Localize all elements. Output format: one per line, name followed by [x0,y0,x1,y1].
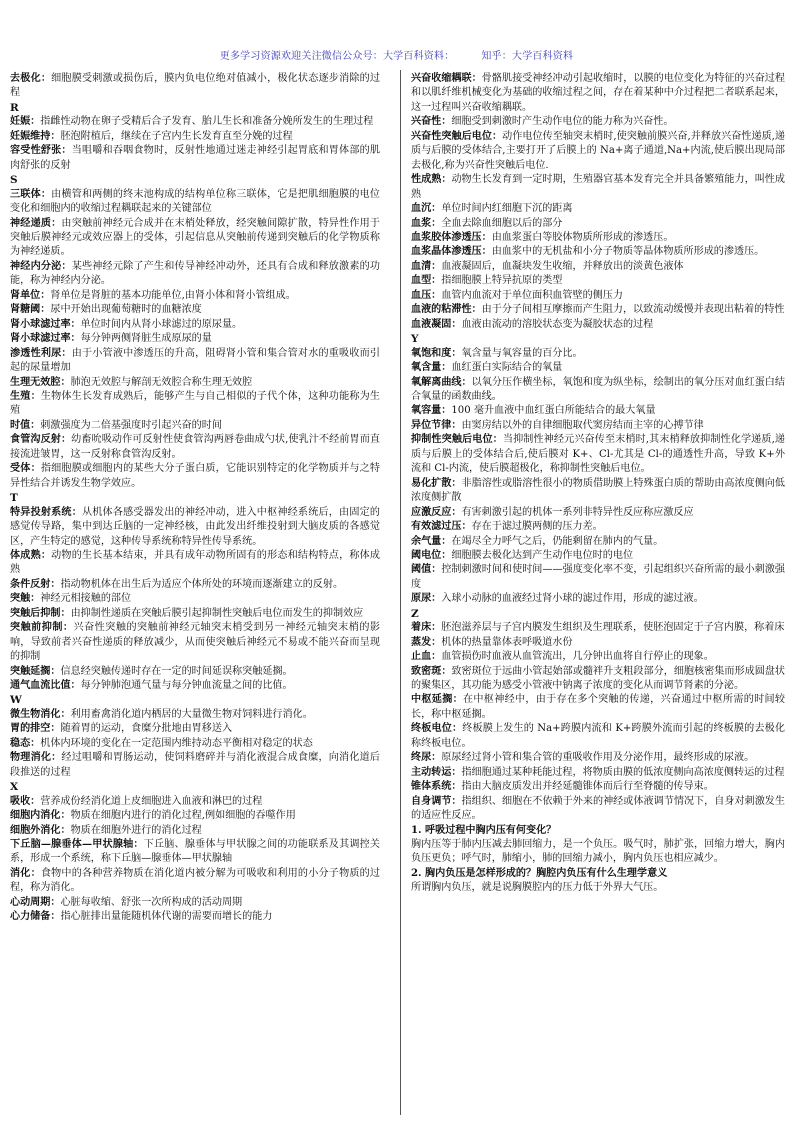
glossary-entry [10,318,380,332]
entry-definition: 肺泡无效腔与解剖无效腔合称生理无效腔 [70,376,253,388]
entry-term: 蒸发： [411,636,442,648]
entry-term: 原尿： [411,593,442,605]
glossary-entry [10,419,380,433]
glossary-entry [10,795,380,809]
entry-definition: 利用畜禽消化道内栖居的大量微生物对饲料进行消化。 [70,708,313,720]
left-column [10,72,380,925]
entry-definition: 刺激强度为二倍基强度时引起兴奋的时间 [40,419,222,431]
entry-term: 易化扩散： [411,477,462,489]
entry-term: 锥体系统： [411,781,462,793]
entry-definition: 由血浆中的无机盐和小分子物质等晶体物质所形成的渗透压。 [491,246,765,258]
section-letter: W [10,694,22,707]
entry-term: 细胞内消化： [10,810,71,822]
glossary-entry [10,130,380,144]
glossary-entry [411,347,785,361]
entry-term: 有效滤过压： [411,521,472,533]
entry-definition: 从机体各感受器发出的神经冲动，进入中枢神经系统后，由固定的感觉传导路，集中到达丘脑的一定神经核，由此发出纤维投射到大脑皮质的各感觉区，产生特定的感觉，这种传导系统称特异性传导系统。 [10,506,381,547]
entry-definition: 全血去除血细胞以后的部分 [441,217,563,229]
glossary-entry [411,766,785,780]
glossary-entry [10,751,380,780]
entry-definition: 终板膜上发生的 Na+跨膜内流和 K+跨膜外流而引起的终板膜的去极化称终板电位。 [411,723,785,749]
glossary-entry [10,115,380,129]
entry-term: 血型： [411,275,442,287]
entry-definition: 原尿经过肾小管和集合管的重吸收作用及分泌作用，最终形成的尿液。 [441,752,755,764]
glossary-entry [10,607,380,621]
entry-definition: 神经元相接触的部位 [40,593,132,605]
entry-definition: 信息经突触传递时存在一定的时间延误称突触延搁。 [60,665,293,677]
glossary-entry [10,144,380,173]
entry-term: 终板电位： [411,723,463,735]
glossary-entry [411,289,785,303]
entry-definition: 指细胞通过某种耗能过程，将物质由膜的低浓度侧向高浓度侧转运的过程 [461,766,785,778]
entry-definition: 血管损伤时血液从血管流出，几分钟出血将自行停止的现象。 [441,651,714,663]
entry-definition: 指雌性动物在卵子受精后合子发育、胎儿生长和准备分娩所发生的生理过程 [40,116,374,128]
glossary-entry [411,404,785,418]
entry-term: 氧解离曲线： [411,376,472,388]
entry-term: 食管沟反射： [10,434,72,446]
entry-definition: 兴奋性突触的突触前神经元轴突末梢受到另一神经元轴突末梢的影响，导致前者兴奋性递质的释放减少，从而使突触后神经元不易或不能兴奋而呈现的抑制 [10,622,381,663]
glossary-entry [411,665,785,694]
entry-definition: 单位时间内红细胞下沉的距离 [441,203,573,215]
glossary-entry [411,376,785,405]
entry-term: 氧含量： [411,362,452,374]
entry-term: 兴奋性突触后电位： [411,130,503,142]
entry-term: 微生物消化： [10,708,71,720]
entry-term: 性成熟： [411,174,452,186]
glossary-entry [411,636,785,650]
glossary-entry [10,867,380,896]
entry-term: 余气量： [411,535,452,547]
entry-definition: 在竭尽全力呼气之后，仍能剩留在肺内的气量。 [451,535,664,547]
glossary-entry [411,592,785,606]
glossary-entry [411,303,785,317]
entry-term: 妊娠： [10,116,41,128]
entry-definition: 胚泡附植后，继续在子宫内生长发育直至分娩的过程 [60,130,293,142]
glossary-entry [10,433,380,462]
entry-term: 通气血流比值： [10,680,81,692]
answer-text: 胸内压等于肺内压减去肺回缩力，是一个负压。吸气时，肺扩张，回缩力增大，胸内负压更负；呼气时，肺缩小，肺的回缩力减小，胸内负压也相应减少。 [411,839,785,865]
entry-definition: 当抑制性神经元兴奋传至末梢时,其末梢释放抑制性化学递质,递质与后膜上的受体结合后,使后膜对 K+、Cl-尤其是 Cl-的通透性升高，导致 K+外流和 Cl-内流，使后膜超极化，称抑制性突触后电位。 [411,434,786,475]
glossary-entry [411,621,785,635]
glossary-entry [411,795,785,824]
glossary-entry [10,665,380,679]
entry-term: 突触前抑制： [10,622,74,634]
entry-definition: 血红蛋白实际结合的氧量 [451,362,563,374]
glossary-entry [10,289,380,303]
entry-term: 肾小球滤过率： [10,333,81,345]
entry-term: 下丘脑—腺垂体—甲状腺轴： [10,839,144,851]
entry-term: 异位节律： [411,419,462,431]
entry-term: 受体： [10,463,41,475]
entry-term: 血清： [411,260,442,272]
entry-term: 阈值： [411,564,442,576]
entry-definition: 血液由流动的溶胶状态变为凝胶状态的过程 [461,318,654,330]
entry-definition: 营养成份经消化道上皮细胞进入血液和淋巴的过程 [40,795,263,807]
entry-definition: 血液凝固后，血凝块发生收缩，并释放出的淡黄色液体 [441,260,684,272]
glossary-entry [411,130,785,173]
entry-definition: 动物的生长基本结束，并具有成年动物所固有的形态和结构特点，称体成熟 [10,549,381,576]
glossary-entry [10,462,380,491]
entry-term: 兴奋收缩耦联： [411,73,482,84]
glossary-entry [411,231,785,245]
entry-definition: 每分钟肺泡通气量与每分钟血流量之间的比值。 [80,680,293,692]
entry-term: 血浆： [411,217,442,229]
entry-definition: 指动物机体在出生后为适应个体所处的环境而逐渐建立的反射。 [60,578,344,590]
entry-definition: 氧含量与氧容量的百分比。 [461,347,583,359]
entry-term: 突触后抑制： [10,607,71,619]
entry-definition: 存在于滤过膜两侧的压力差。 [471,521,603,533]
right-column [411,72,785,896]
glossary-entry [10,896,380,910]
entry-definition: 骨骼肌接受神经冲动引起收缩时，以膜的电位变化为特征的兴奋过程和以肌纤维机械变化为基础的收缩过程之间，存在着某种中介过程把二者联系起来，这一过程叫兴奋收缩耦联。 [411,73,786,113]
glossary-entry [411,245,785,259]
entry-term: 生理无效腔： [10,376,71,388]
entry-definition: 血管内血流对于单位面积血管壁的侧压力 [441,289,623,301]
glossary-entry [411,72,785,115]
entry-definition: 细胞膜去极化达到产生动作电位时的电位 [451,549,634,561]
entry-definition: 胚泡滋养层与子宫内膜发生组织及生理联系，使胚泡固定于子宫内膜，称着床 [441,622,785,634]
glossary-entry [411,549,785,563]
glossary-entry [10,592,380,606]
glossary-entry [411,260,785,274]
glossary-entry [411,361,785,375]
glossary-entry [411,115,785,129]
entry-term: 血液的粘滞性： [411,304,482,316]
entry-definition: 指细胞膜或细胞内的某些大分子蛋白质，它能识别特定的化学物质并与之特异性结合并诱发生物学效应。 [10,463,381,489]
entry-term: 容受性舒张： [10,145,72,157]
entry-definition: 由窦房结以外的自律细胞取代窦房结而主宰的心搏节律 [461,419,704,431]
glossary-entry [10,809,380,823]
glossary-entry [411,173,785,202]
entry-term: 三联体： [10,188,52,200]
glossary-entry [411,780,785,794]
entry-term: 突触延搁： [10,665,61,677]
entry-term: 主动转运： [411,766,462,778]
entry-definition: 肾单位是肾脏的基本功能单位,由肾小体和肾小管组成。 [50,289,296,301]
glossary-entry [10,838,380,867]
entry-definition: 食物中的各种营养物质在消化道内被分解为可吸收和利用的小分子物质的过程，称为消化。 [10,867,381,894]
entry-term: 氧容量： [411,405,452,417]
entry-term: 条件反射： [10,578,61,590]
entry-term: 肾单位： [10,289,51,301]
glossary-entry [10,347,380,376]
entry-definition: 细胞膜受刺激或损伤后，膜内负电位绝对值减小，极化状态逐步消除的过程 [10,73,381,99]
entry-definition: 随着胃的运动，食糜分批地由胃移送入 [60,723,233,735]
section-letter: R [10,101,19,114]
glossary-entry [411,650,785,664]
entry-term: 终尿： [411,752,442,764]
glossary-entry [411,520,785,534]
entry-term: 神经递质： [10,217,62,229]
glossary-entry [10,679,380,693]
entry-term: 肾小球滤过率： [10,318,81,330]
entry-term: 体成熟： [10,549,52,561]
entry-definition: 由于小管液中渗透压的升高，阻碍肾小管和集合管对水的重吸收而引起的尿量增加 [10,347,381,374]
glossary-entry [411,722,785,751]
entry-term: 肾糖阈： [10,304,51,316]
entry-term: 应激反应： [411,506,462,518]
entry-term: 稳态： [10,737,41,749]
entry-term: 止血： [411,651,442,663]
entry-definition: 物质在细胞内进行的消化过程,例如细胞的吞噬作用 [70,810,296,822]
glossary-entry [411,433,785,476]
section-letter: S [10,174,18,187]
glossary-entry [10,506,380,549]
glossary-entry [10,332,380,346]
entry-definition: 心脏每收缩、舒张一次所构成的活动周期 [60,896,243,908]
glossary-entry [10,824,380,838]
entry-definition: 物质在细胞外进行的消化过程 [70,824,202,836]
glossary-entry [411,274,785,288]
entry-term: 妊娠维持： [10,130,61,142]
entry-definition: 指细胞膜上特异抗原的类型 [441,275,563,287]
entry-definition: 经过咀嚼和胃肠运动，使饲料磨碎并与消化液混合成食糜，向消化道后段推送的过程 [10,752,381,778]
entry-term: 心力储备： [10,911,61,923]
section-letter: T [10,492,18,505]
question-heading: 2. 胸内负压是怎样形成的？胸腔内负压有什么生理学意义 [411,867,668,879]
entry-term: 渗透性利尿： [10,347,72,359]
entry-definition: 由抑制性递质在突触后膜引起抑制性突触后电位而发生的抑制效应 [70,607,364,619]
entry-definition: 下丘脑、腺垂体与甲状腺之间的功能联系及其调控关系，形成一个系统，称下丘脑—腺垂体—甲状腺轴 [10,839,381,865]
entry-term: 心动周期： [10,896,61,908]
entry-definition: 100 毫升血液中血红蛋白所能结合的最大氧量 [451,405,656,417]
entry-term: 突触： [10,593,41,605]
entry-definition: 单位时间内从肾小球滤过的原尿量。 [80,318,243,330]
entry-term: 自身调节： [411,795,462,807]
glossary-entry [10,621,380,664]
glossary-entry [10,303,380,317]
entry-definition: 由突触前神经元合成并在末梢处释放，经突触间隙扩散，特异性作用于突触后膜神经元或效应器上的受体，引起信息从突触前传递到突触后的化学物质称为神经递质。 [10,217,381,258]
entry-term: 消化： [10,867,41,879]
entry-term: 血液凝固： [411,318,462,330]
entry-definition: 控制刺激时间和使时间——强度变化率不变，引起组织兴奋所需的最小刺激强度 [411,564,785,590]
glossary-entry [10,260,380,289]
entry-definition: 由横管和两侧的终末池构成的结构单位称三联体，它是把肌细胞膜的电位变化和细胞内的收缩过程耦联起来的关键部位 [10,188,381,215]
entry-term: 血压： [411,289,442,301]
glossary-entry [411,563,785,592]
entry-term: 兴奋性： [411,116,452,128]
glossary-entry [10,217,380,260]
entry-definition: 当咀嚼和吞咽食物时，反射性地通过迷走神经引起胃底和胃体部的肌肉舒张的反射 [10,145,381,171]
entry-term: 致密斑： [411,665,452,677]
glossary-entry [10,376,380,390]
section-letter: X [10,781,19,794]
entry-term: 去极化： [10,73,52,84]
entry-term: 物理消化： [10,752,62,764]
glossary-entry [411,693,785,722]
entry-definition: 机体的热量靠体表呼吸道水份 [441,636,573,648]
glossary-entry [10,549,380,578]
entry-definition: 动物生长发育到一定时期，生殖器官基本发育完全并具备繁殖能力，叫性成熟 [411,174,786,200]
entry-term: 阈电位： [411,549,452,561]
entry-definition: 尿中开始出现葡萄糖时的血糖浓度 [50,304,202,316]
entry-definition: 由血浆蛋白等胶体物质所形成的渗透压。 [491,231,674,243]
entry-definition: 指心脏排出量能随机体代谢的需要而增长的能力 [60,911,273,923]
entry-definition: 细胞受到刺激时产生动作电位的能力称为兴奋性。 [451,116,674,128]
entry-term: 胃的排空： [10,723,61,735]
entry-definition: 某些神经元除了产生和传导神经冲动外，还具有合成和释放激素的功能，称为神经内分泌。 [10,260,381,287]
glossary-entry [411,477,785,506]
column-divider [400,70,401,1115]
glossary-entry [411,318,785,332]
entry-definition: 指由大脑皮质发出并经延髓锥体而后行至脊髓的传导束。 [461,781,714,793]
entry-term: 抑制性突触后电位： [411,434,503,446]
entry-term: 时值： [10,419,41,431]
entry-term: 特异投射系统： [10,506,82,518]
glossary-entry [10,390,380,419]
entry-definition: 机体内环境的变化在一定范围内维持动态平衡相对稳定的状态 [40,737,313,749]
entry-definition: 非脂溶性或脂溶性很小的物质借助膜上特殊蛋白质的帮助由高浓度侧向低浓度侧扩散 [411,477,786,504]
entry-definition: 幼畜吮吸动作可反射性使食管沟两唇卷曲成勺状,使乳汁不经前胃而直接流进皱胃，这一反射称食管沟反射。 [10,434,380,460]
entry-term: 细胞外消化： [10,824,71,836]
glossary-entry [411,419,785,433]
entry-definition: 生物体生长发育成熟后，能够产生与自己相似的子代个体，这种功能称为生殖 [10,390,381,417]
glossary-entry [411,751,785,765]
entry-term: 氧饱和度： [411,347,462,359]
answer-text: 所谓胸内负压，就是说胸膜腔内的压力低于外界大气压。 [411,882,664,894]
glossary-entry [10,72,380,101]
entry-definition: 指组织、细胞在不依赖于外来的神经或体液调节情况下，自身对刺激发生的适应性反应。 [411,795,786,822]
entry-term: 血沉： [411,203,442,215]
entry-definition: 在中枢神经中，由于存在多个突触的传递，兴奋通过中枢所需的时间较长，称中枢延搁。 [411,694,786,720]
entry-term: 着床： [411,622,442,634]
glossary-entry [10,188,380,217]
glossary-entry [10,708,380,722]
glossary-entry [411,217,785,231]
glossary-entry [411,535,785,549]
question-heading: 1. 呼吸过程中胸内压有何变化？ [411,824,557,836]
entry-definition: 致密斑位于远曲小管起始部或髓袢升支粗段部分，细胞核密集而形成圆盘状的聚集区，其功能为感受小管液中钠离子浓度的变化从而调节肾素的分泌。 [411,665,786,692]
entry-definition: 每分钟两侧肾脏生成原尿的量 [80,333,212,345]
glossary-entry [411,506,785,520]
entry-definition: 以氧分压作横坐标，氧饱和度为纵坐标，绘制出的氧分压对血红蛋白结合氧量的函数曲线。 [411,376,786,402]
entry-term: 生殖： [10,390,41,402]
entry-term: 中枢延搁： [411,694,463,706]
glossary-entry [10,737,380,751]
glossary-entry [411,202,785,216]
entry-term: 血浆晶体渗透压： [411,246,492,258]
entry-definition: 动作电位传至轴突末梢时,使突触前膜兴奋,并释放兴奋性递质,递质与后膜的受体结合,主要打开了后膜上的 Na+离子通道,Na+内流,使后膜出现局部去极化,称为兴奋性突触后电位. [411,130,786,171]
section-letter: Y [411,333,419,346]
glossary-entry [10,722,380,736]
entry-term: 血浆胶体渗透压： [411,231,492,243]
glossary-entry [10,578,380,592]
entry-definition: 由于分子间相互摩擦而产生阻力，以致流动缓慢并表现出粘着的特性 [481,304,785,316]
section-letter: Z [411,607,419,620]
page-header: 更多学习资源欢迎关注微信公众号：大学百科资料： 知乎：大学百科资料 [219,51,574,62]
entry-definition: 入球小动脉的血液经过肾小球的滤过作用，形成的滤过液。 [441,593,704,605]
entry-term: 神经内分泌： [10,260,72,272]
entry-definition: 有害刺激引起的机体一系列非特异性反应称应激反应 [461,506,694,518]
entry-term: 吸收： [10,795,41,807]
glossary-entry [10,910,380,924]
